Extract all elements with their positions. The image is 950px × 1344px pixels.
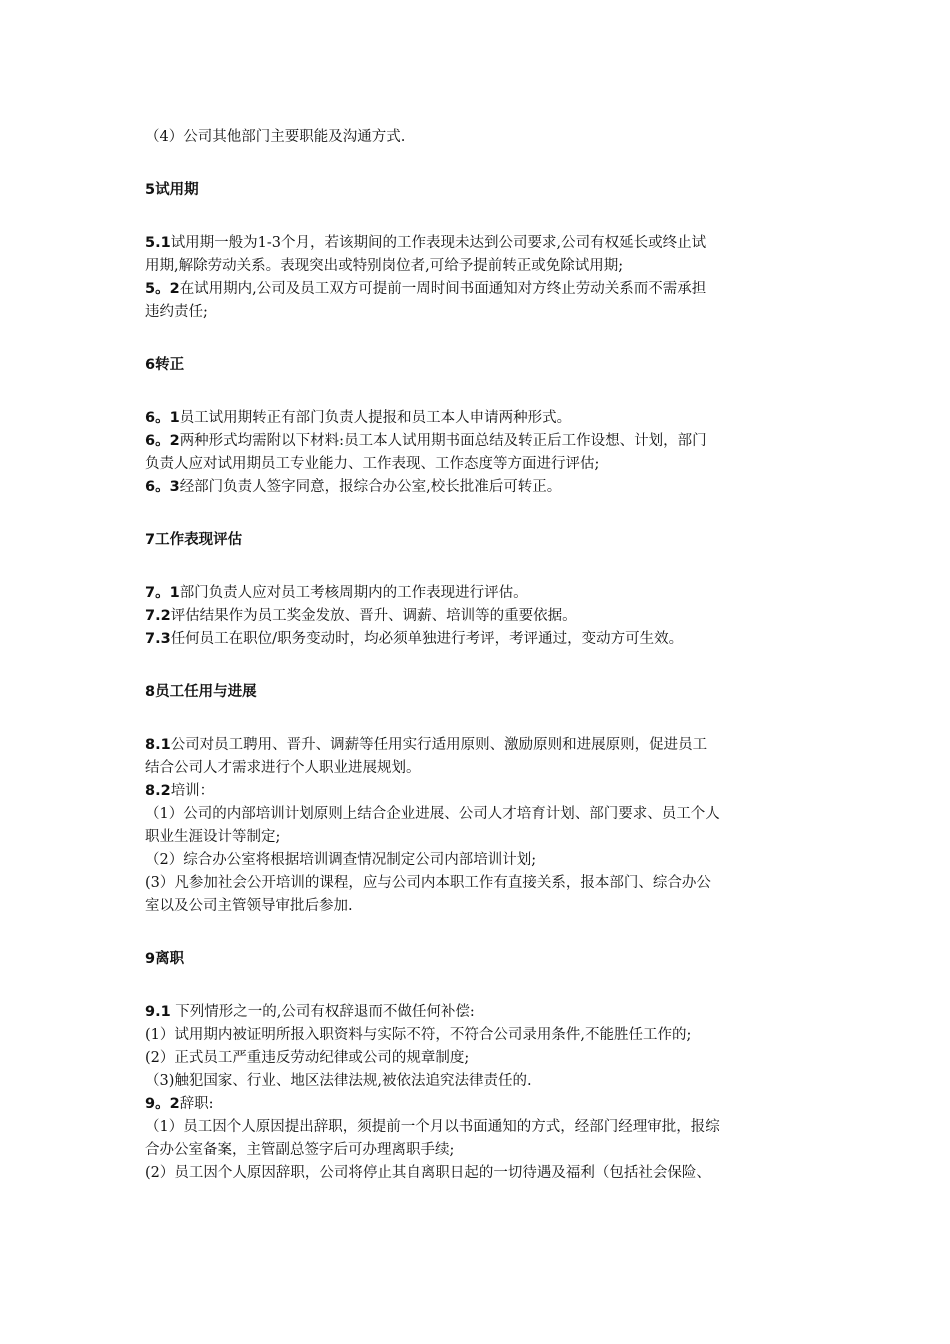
clause-6-2-cont: 负责人应对试用期员工专业能力、工作表现、工作态度等方面进行评估; bbox=[145, 456, 600, 472]
list-item-9-1-2: (2）正式员工严重违反劳动纪律或公司的规章制度; bbox=[145, 1050, 470, 1066]
clause-7-2 bbox=[145, 605, 811, 628]
clause-text: 任何员工在职位/职务变动时，均必须单独进行考评，考评通过，变动方可生效。 bbox=[170, 631, 684, 647]
clause-text: 下列情形之一的,公司有权辞退而不做任何补偿: bbox=[170, 1004, 475, 1020]
section-6-heading: 6转正 bbox=[145, 357, 185, 373]
clause-number: 7。1 bbox=[145, 585, 180, 601]
list-item-8-2-3: (3）凡参加社会公开培训的课程，应与公司内本职工作有直接关系，报本部门、综合办公 bbox=[145, 875, 711, 891]
list-item-8-2-1: （1）公司的内部培训计划原则上结合企业进展、公司人才培育计划、部门要求、员工个人 bbox=[145, 806, 720, 822]
clause-text: 员工试用期转正有部门负责人提报和员工本人申请两种形式。 bbox=[179, 410, 572, 426]
clause-6-1 bbox=[145, 407, 811, 430]
clause-number: 7.3 bbox=[145, 631, 171, 647]
section-8-heading: 8员工任用与进展 bbox=[145, 684, 257, 700]
clause-number: 6。2 bbox=[145, 433, 180, 449]
clause-6-2 bbox=[145, 430, 811, 453]
clause-text: 公司对员工聘用、晋升、调薪等任用实行适用原则、激励原则和进展原则，促进员工 bbox=[170, 737, 708, 753]
document-body bbox=[145, 126, 811, 1185]
section-7-heading: 7工作表现评估 bbox=[145, 532, 243, 548]
clause-8-2 bbox=[145, 780, 811, 803]
clause-text: 部门负责人应对员工考核周期内的工作表现进行评估。 bbox=[179, 585, 528, 601]
clause-7-1 bbox=[145, 582, 811, 605]
list-item-9-2-1-cont: 合办公室备案，主管副总签字后可办理离职手续; bbox=[145, 1142, 455, 1158]
clause-text: 辞职: bbox=[179, 1096, 214, 1112]
list-item-9-2-2: (2）员工因个人原因辞职，公司将停止其自离职日起的一切待遇及福利（包括社会保险、 bbox=[145, 1165, 711, 1181]
intro-line: （4）公司其他部门主要职能及沟通方式. bbox=[145, 129, 406, 145]
clause-text: 经部门负责人签字同意，报综合办公室,校长批准后可转正。 bbox=[179, 479, 562, 495]
clause-number: 5。2 bbox=[145, 281, 180, 297]
list-item-9-2-1: （1）员工因个人原因提出辞职，须提前一个月以书面通知的方式，经部门经理审批，报综 bbox=[145, 1119, 720, 1135]
clause-8-1 bbox=[145, 734, 811, 757]
list-item-9-1-3: （3)触犯国家、行业、地区法律法规,被依法追究法律责任的. bbox=[145, 1073, 532, 1089]
clause-number: 7.2 bbox=[145, 608, 171, 624]
clause-text: 试用期一般为1-3个月，若该期间的工作表现未达到公司要求,公司有权延长或终止试 bbox=[170, 235, 707, 251]
clause-5-1-cont: 用期,解除劳动关系。表现突出或特别岗位者,可给予提前转正或免除试用期; bbox=[145, 258, 624, 274]
clause-8-1-cont: 结合公司人才需求进行个人职业进展规划。 bbox=[145, 760, 421, 776]
section-5-heading: 5试用期 bbox=[145, 182, 199, 198]
list-item-9-1-1: (1）试用期内被证明所报入职资料与实际不符，不符合公司录用条件,不能胜任工作的; bbox=[145, 1027, 692, 1043]
clause-text: 在试用期内,公司及员工双方可提前一周时间书面通知对方终止劳动关系而不需承担 bbox=[179, 281, 707, 297]
clause-6-3 bbox=[145, 476, 811, 499]
clause-5-2-cont: 违约责任; bbox=[145, 304, 208, 320]
section-9-heading: 9离职 bbox=[145, 951, 185, 967]
clause-9-1 bbox=[145, 1001, 811, 1024]
clause-number: 6。1 bbox=[145, 410, 180, 426]
clause-7-3 bbox=[145, 628, 811, 651]
clause-number: 8.1 bbox=[145, 737, 171, 753]
clause-number: 5.1 bbox=[145, 235, 171, 251]
clause-number: 6。3 bbox=[145, 479, 180, 495]
clause-number: 9。2 bbox=[145, 1096, 180, 1112]
clause-text: 评估结果作为员工奖金发放、晋升、调薪、培训等的重要依据。 bbox=[170, 608, 577, 624]
clause-number: 8.2 bbox=[145, 783, 171, 799]
clause-text: 培训： bbox=[170, 783, 215, 799]
clause-9-2 bbox=[145, 1093, 811, 1116]
list-item-8-2-3-cont: 室以及公司主管领导审批后参加. bbox=[145, 898, 353, 914]
clause-5-2 bbox=[145, 278, 811, 301]
clause-number: 9.1 bbox=[145, 1004, 171, 1020]
clause-5-1 bbox=[145, 232, 811, 255]
clause-text: 两种形式均需附以下材料:员工本人试用期书面总结及转正后工作设想、计划，部门 bbox=[179, 433, 707, 449]
list-item-8-2-2: （2）综合办公室将根据培训调查情况制定公司内部培训计划; bbox=[145, 852, 537, 868]
list-item-8-2-1-cont: 职业生涯设计等制定; bbox=[145, 829, 281, 845]
